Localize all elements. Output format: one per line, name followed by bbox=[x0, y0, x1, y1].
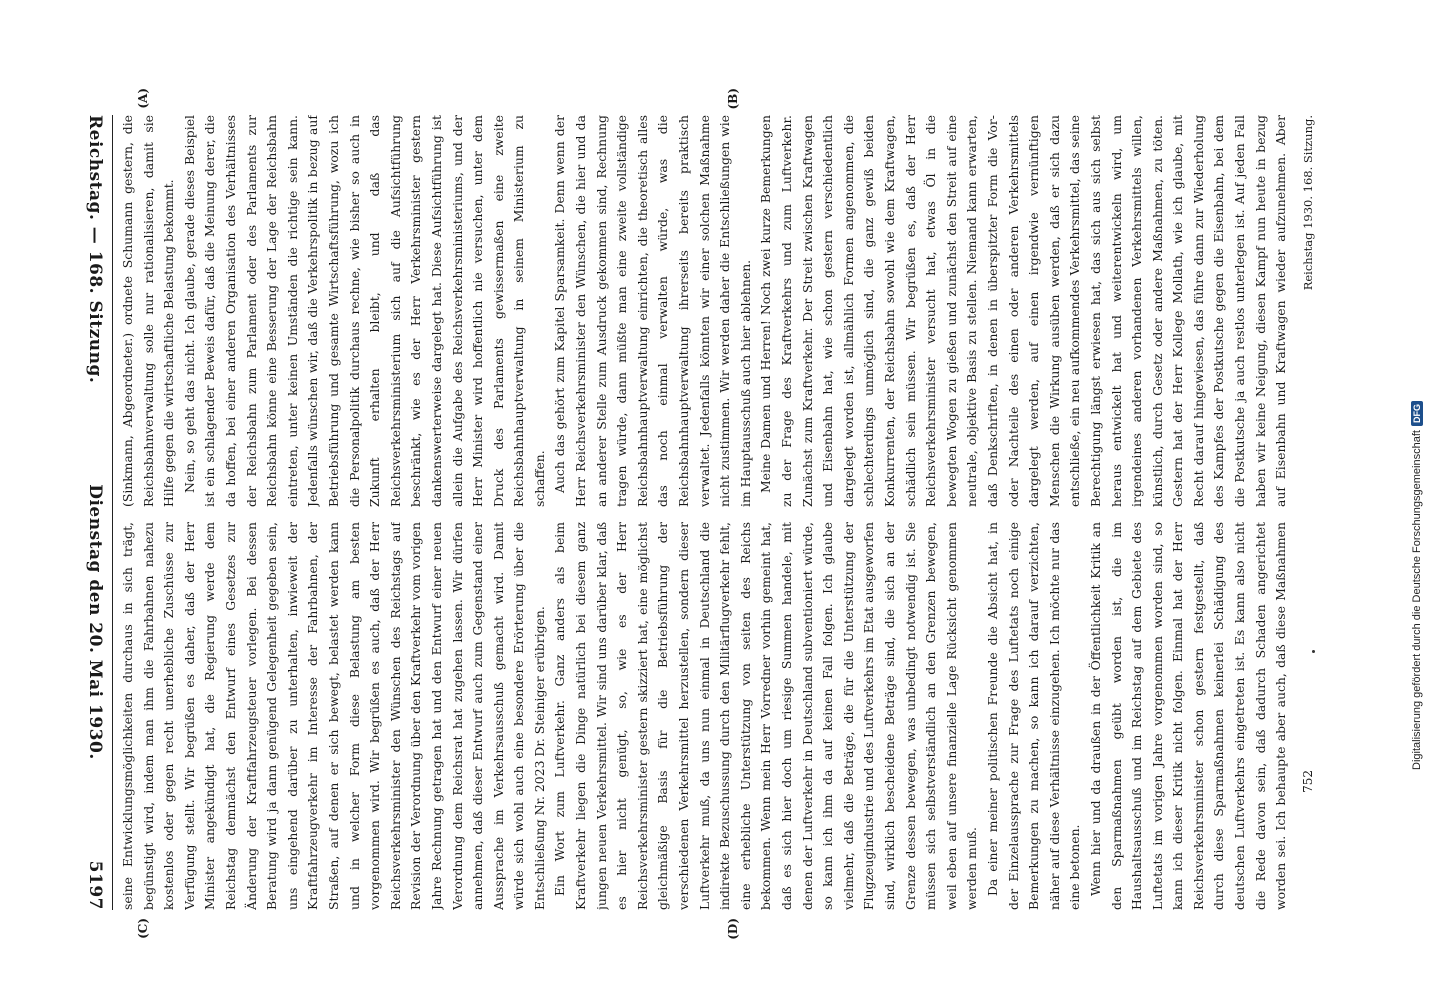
paragraph: Wenn hier und da draußen in der Öffentlichkeit Kritik an den Sparmaßnahmen geübt worden ist, die im Haushaltsausschuß und im Reichstag auf dem Gebiete des Luftetats im vorigen Jahre vorgenommen worden sind, so kann ich dieser Kritik nicht folgen. Einmal hat der Herr Reichsverkehrsminister schon gestern festgestellt, daß durch diese Sparmaßnahmen keinerlei Schädigung des deutschen Luftverkehrs eingetreten ist. Es kann also nicht die Rede davon sein, daß dadurch Schaden angerichtet worden sei. Ich behaupte aber auch, daß diese Maßnahmen bbox=[1087, 522, 1289, 910]
text-column-left bbox=[118, 115, 1290, 507]
footer-signature: 752 bbox=[1301, 770, 1315, 793]
paragraph: Meine Damen und Herren! Noch zwei kurze Bemerkungen zu der Frage des Kraftverkehrs und zum Luftverkehr. Zunächst zum Kraftverkehr. Der Streit zwischen Kraftwagen und Eisenbahn hat, wie schon gestern verschiedentlich dargelegt worden ist, allmählich Formen angenommen, die schlechterdings unmöglich sind, die ganz gewiß beiden Konkurrenten, der Reichsbahn sowohl wie dem Kraftwagen, schädlich sein müssen. Wir begrüßen es, daß der Herr Reichsverkehrsminister versucht hat, etwas Öl in die bewegten Wogen zu gießen und zunächst den Streit auf eine neutrale, objektive Basis zu stellen. Niemand kann erwarten, daß Denkschriften, in denen in überspitzter Form die Vor- oder Nachteile des einen oder anderen Verkehrsmittels dargelegt werden, auf einen irgendwie vernünftigen Menschen die Wirkung ausüben werden, daß er sich dazu entschließe, ein neu aufkommendes Verkehrsmittel, das seine Berechtigung längst erwiesen hat, das sich aus sich selbst heraus entwickelt hat und weiterentwickeln wird, um irgendeines anderen vorhandenen Verkehrsmittels willen, künstlich, durch Gesetz oder andere Maßnahmen, zu töten. Gestern hat der Herr Kollege Mollath, wie ich glaube, mit Recht darauf hingewiesen, das führe dann zur Wiederholung des Kampfes der Postkutsche gegen die Eisenbahn, bei dem die Postkutsche ja auch restlos unterlegen ist. Auf jeden Fall haben wir keine Neigung, diesen Kampf nun heute in bezug auf Eisenbahn und Kraftwagen wieder aufzunehmen. Aber bbox=[758, 115, 1289, 507]
footer-session: Reichstag 1930. 168. Sitzung. bbox=[1301, 115, 1315, 291]
footer-dot bbox=[1312, 650, 1315, 653]
paragraph: seine Entwicklungsmöglichkeiten durchaus in sich trägt, begünstigt wird, indem man ihm die Fahrbahnen nahezu kostenlos oder gegen recht unerhebliche Zuschüsse zur Verfügung stellt. Wir begrüßen es daher, daß der Herr Minister angekündigt hat, die Regierung werde dem Reichstag demnächst den Entwurf eines Gesetzes zur Änderung der Kraftfahrzeugsteuer vorlegen. Bei dessen Beratung wird ja dann genügend Gelegenheit gegeben sein, uns eingehend darüber zu unterhalten, inwieweit der Kraftfahrzeugverkehr im Interesse der Fahrbahnen, der Straßen, auf denen er sich bewegt, belastet werden kann und in welcher Form diese Belastung am besten vorgenommen wird. Wir begrüßen es auch, daß der Herr Reichsverkehrsminister den Wünschen des Reichstags auf Revision der Verordnung über den Kraftverkehr vom vorigen Jahre Rechnung getragen hat und den Entwurf einer neuen Verordnung dem Reichsrat hat zugehen lassen. Wir dürfen annehmen, daß dieser Entwurf auch zum Gegenstand einer Aussprache im Verkehrsausschuß gemacht wird. Damit würde sich wohl auch eine besondere Erörterung über die Entschließung Nr. 2023 Dr. Steiniger erübrigen. bbox=[120, 522, 547, 910]
paragraph: Nein, so geht das nicht. Ich glaube, gerade dieses Beispiel ist ein schlagender Beweis dafür, daß die Meinung derer, die da hoffen, bei einer anderen Organisation des Verhältnisses der Reichsbahn zum Parlament oder des Parlaments zur Reichsbahn könne eine Besserung der Lage der Reichsbahn eintreten, unter keinen Umständen die richtige sein kann. Jedenfalls wünschen wir, daß die Verkehrspolitik in bezug auf Betriebsführung und gesamte Wirtschaftsführung, wozu ich die Personalpolitik durchaus rechne, wie bisher so auch in Zukunft erhalten bleibt, und daß das Reichsverkehrsministerium sich auf die Aufsichtführung beschränkt, wie es der Herr Verkehrsminister gestern dankenswerterweise dargelegt hat. Diese Aufsichtführung ist allein die Aufgabe des Reichsverkehrsministeriums, und der Herr Minister wird hoffentlich nie versuchen, unter dem Druck des Parlaments gewissermaßen eine zweite Reichsbahnhauptverwaltung in seinem Ministerium zu schaffen. bbox=[181, 115, 547, 507]
header-title: Reichstag. — 168. Sitzung. bbox=[85, 115, 105, 384]
margin-letter-d: (D) bbox=[726, 918, 740, 940]
page-number: 5197 bbox=[85, 860, 105, 910]
margin-letter-b: (B) bbox=[726, 88, 740, 110]
margin-letter-c: (C) bbox=[136, 918, 150, 939]
text-column-right bbox=[118, 522, 1290, 910]
page-header bbox=[77, 115, 105, 910]
paragraph: Ein Wort zum Luftverkehr. Ganz anders als beim Kraftverkehr liegen die Dinge natürlich bei diesem ganz jungen neuen Verkehrsmittel. Wir sind uns darüber klar, daß es hier nicht genügt, so, wie es der Herr Reichsverkehrsminister gestern skizziert hat, eine möglichst gleichmäßige Basis für die Betriebsführung der verschiedenen Verkehrsmittel herzustellen, sondern dieser Luftverkehr muß, da uns nun einmal in Deutschland die indirekte Bezuschussung durch den Militärflugverkehr fehlt, eine erhebliche Unterstützung von seiten des Reichs bekommen. Wenn mein Herr Vorredner vorhin gemeint hat, daß es sich hier doch um riesige Summen handele, mit denen der Luftverkehr in Deutschland subventioniert würde, so kann ich ihm da auf keinen Fall folgen. Ich glaube vielmehr, daß die Beträge, die für die Unterstützung der Flugzeugindustrie und des Luftverkehrs im Etat ausgeworfen sind, wirklich bescheidene Beträge sind, die sich an der Grenze dessen bewegen, was unbedingt notwendig ist. Sie müssen sich selbstverständlich an den Grenzen bewegen, weil eben auf unsere finanzielle Lage Rücksicht genommen werden muß. bbox=[552, 522, 980, 910]
paragraph: Da einer meiner politischen Freunde die Absicht hat, in der Einzelaussprache zur Frage des Luftetats noch einige Bemerkungen zu machen, so kann ich darauf verzichten, näher auf diese Verhältnisse einzugehen. Ich möchte nur das eine betonen. bbox=[984, 522, 1083, 910]
header-date: Dienstag den 20. Mai 1930. bbox=[85, 484, 105, 760]
dfg-credit-text: Digitalisierung gefördert durch die Deutsche Forschungsgemeinschaft bbox=[1411, 430, 1423, 770]
dfg-credit bbox=[1405, 10, 1429, 770]
paragraph: Auch das gehört zum Kapitel Sparsamkeit. Denn wenn der Herr Reichsverkehrsminister den Wünschen, die hier und da an anderer Stelle zum Ausdruck gekommen sind, Rechnung tragen würde, dann müßte man eine zweite vollständige Reichsbahnhauptverwaltung einrichten, die theoretisch alles das noch einmal verwalten würde, was die Reichsbahnhauptverwaltung ihrerseits bereits praktisch verwaltet. Jedenfalls könnten wir einer solchen Maßnahme nicht zustimmen. Wir werden daher die Entschließungen wie im Hauptausschuß auch hier ablehnen. bbox=[552, 115, 753, 507]
header-rule bbox=[112, 115, 113, 910]
margin-letter-a: (A) bbox=[136, 88, 150, 109]
paragraph: (Sinkmann, Abgeordneter.) ordnete Schumann gestern, die Reichsbahnverwaltung solle nur rationalisieren, damit sie Hilfe gegen die wirtschaftliche Belastung bekommt. bbox=[120, 115, 177, 507]
dfg-logo-icon: DFG bbox=[1411, 401, 1423, 426]
